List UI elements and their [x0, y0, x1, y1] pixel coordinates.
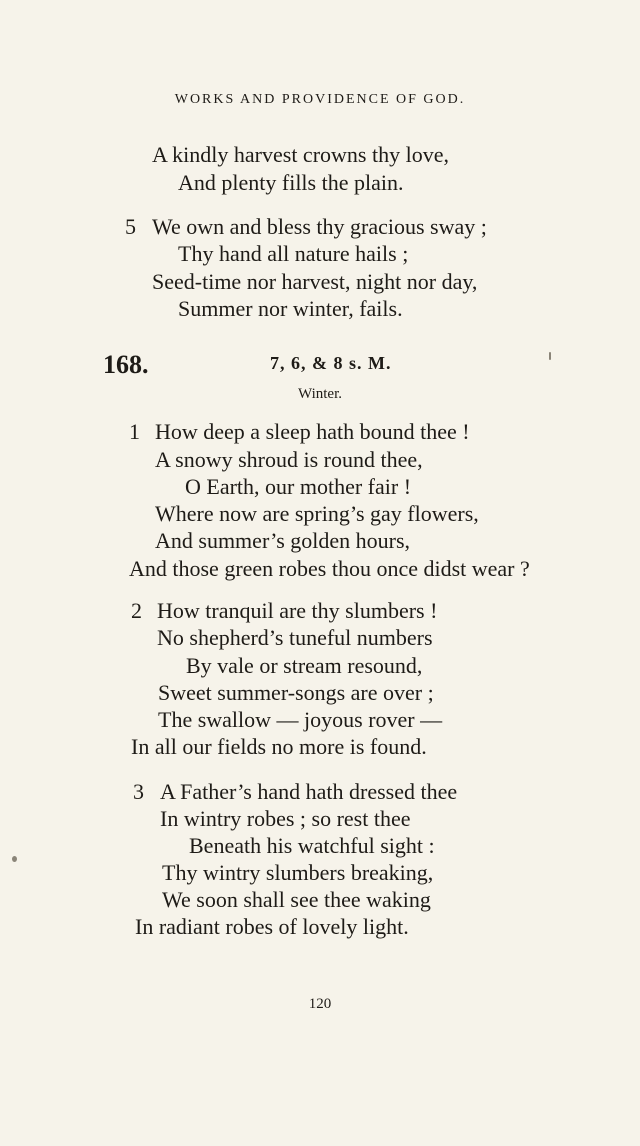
hymn-subtitle: Winter.: [298, 386, 342, 402]
ink-mark: [549, 352, 551, 360]
verse-line: Beneath his watchful sight :: [189, 833, 435, 858]
verse-line: Where now are spring’s gay flowers,: [155, 501, 479, 526]
stanza-number: 1: [129, 419, 140, 444]
verse-line: A kindly harvest crowns thy love,: [152, 142, 449, 167]
verse-line: By vale or stream resound,: [186, 653, 423, 678]
verse-line: Thy wintry slumbers breaking,: [162, 860, 434, 885]
verse-line: How tranquil are thy slumbers !: [157, 598, 438, 623]
verse-line: How deep a sleep hath bound thee !: [155, 419, 470, 444]
verse-line: And plenty fills the plain.: [178, 170, 404, 195]
hymn-meter: 7, 6, & 8 s. M.: [270, 353, 392, 373]
verse-line: A snowy shroud is round thee,: [155, 447, 423, 472]
verse-line: We soon shall see thee waking: [162, 887, 431, 912]
verse-line: In radiant robes of lovely light.: [135, 914, 409, 939]
verse-line: No shepherd’s tuneful numbers: [157, 625, 433, 650]
verse-line: The swallow — joyous rover —: [158, 707, 443, 732]
stanza-number: 5: [125, 214, 136, 239]
verse-line: A Father’s hand hath dressed thee: [160, 779, 458, 804]
verse-line: We own and bless thy gracious sway ;: [152, 214, 487, 239]
ink-spot: [12, 856, 17, 862]
stanza-number: 3: [133, 779, 144, 804]
verse-line: Sweet summer-songs are over ;: [158, 680, 434, 705]
page-number: 120: [308, 996, 332, 1012]
verse-line: Summer nor winter, fails.: [178, 296, 403, 321]
verse-line: Thy hand all nature hails ;: [178, 241, 409, 266]
verse-line: O Earth, our mother fair !: [185, 474, 412, 499]
verse-line: In wintry robes ; so rest thee: [160, 806, 411, 831]
hymn-number: 168.: [103, 350, 149, 379]
running-head: WORKS AND PROVIDENCE OF GOD.: [174, 92, 466, 107]
verse-line: And summer’s golden hours,: [155, 528, 411, 553]
verse-line: And those green robes thou once didst wear ?: [129, 556, 530, 581]
stanza-number: 2: [131, 598, 142, 623]
verse-line: In all our fields no more is found.: [131, 734, 427, 759]
verse-line: Seed-time nor harvest, night nor day,: [152, 269, 478, 294]
